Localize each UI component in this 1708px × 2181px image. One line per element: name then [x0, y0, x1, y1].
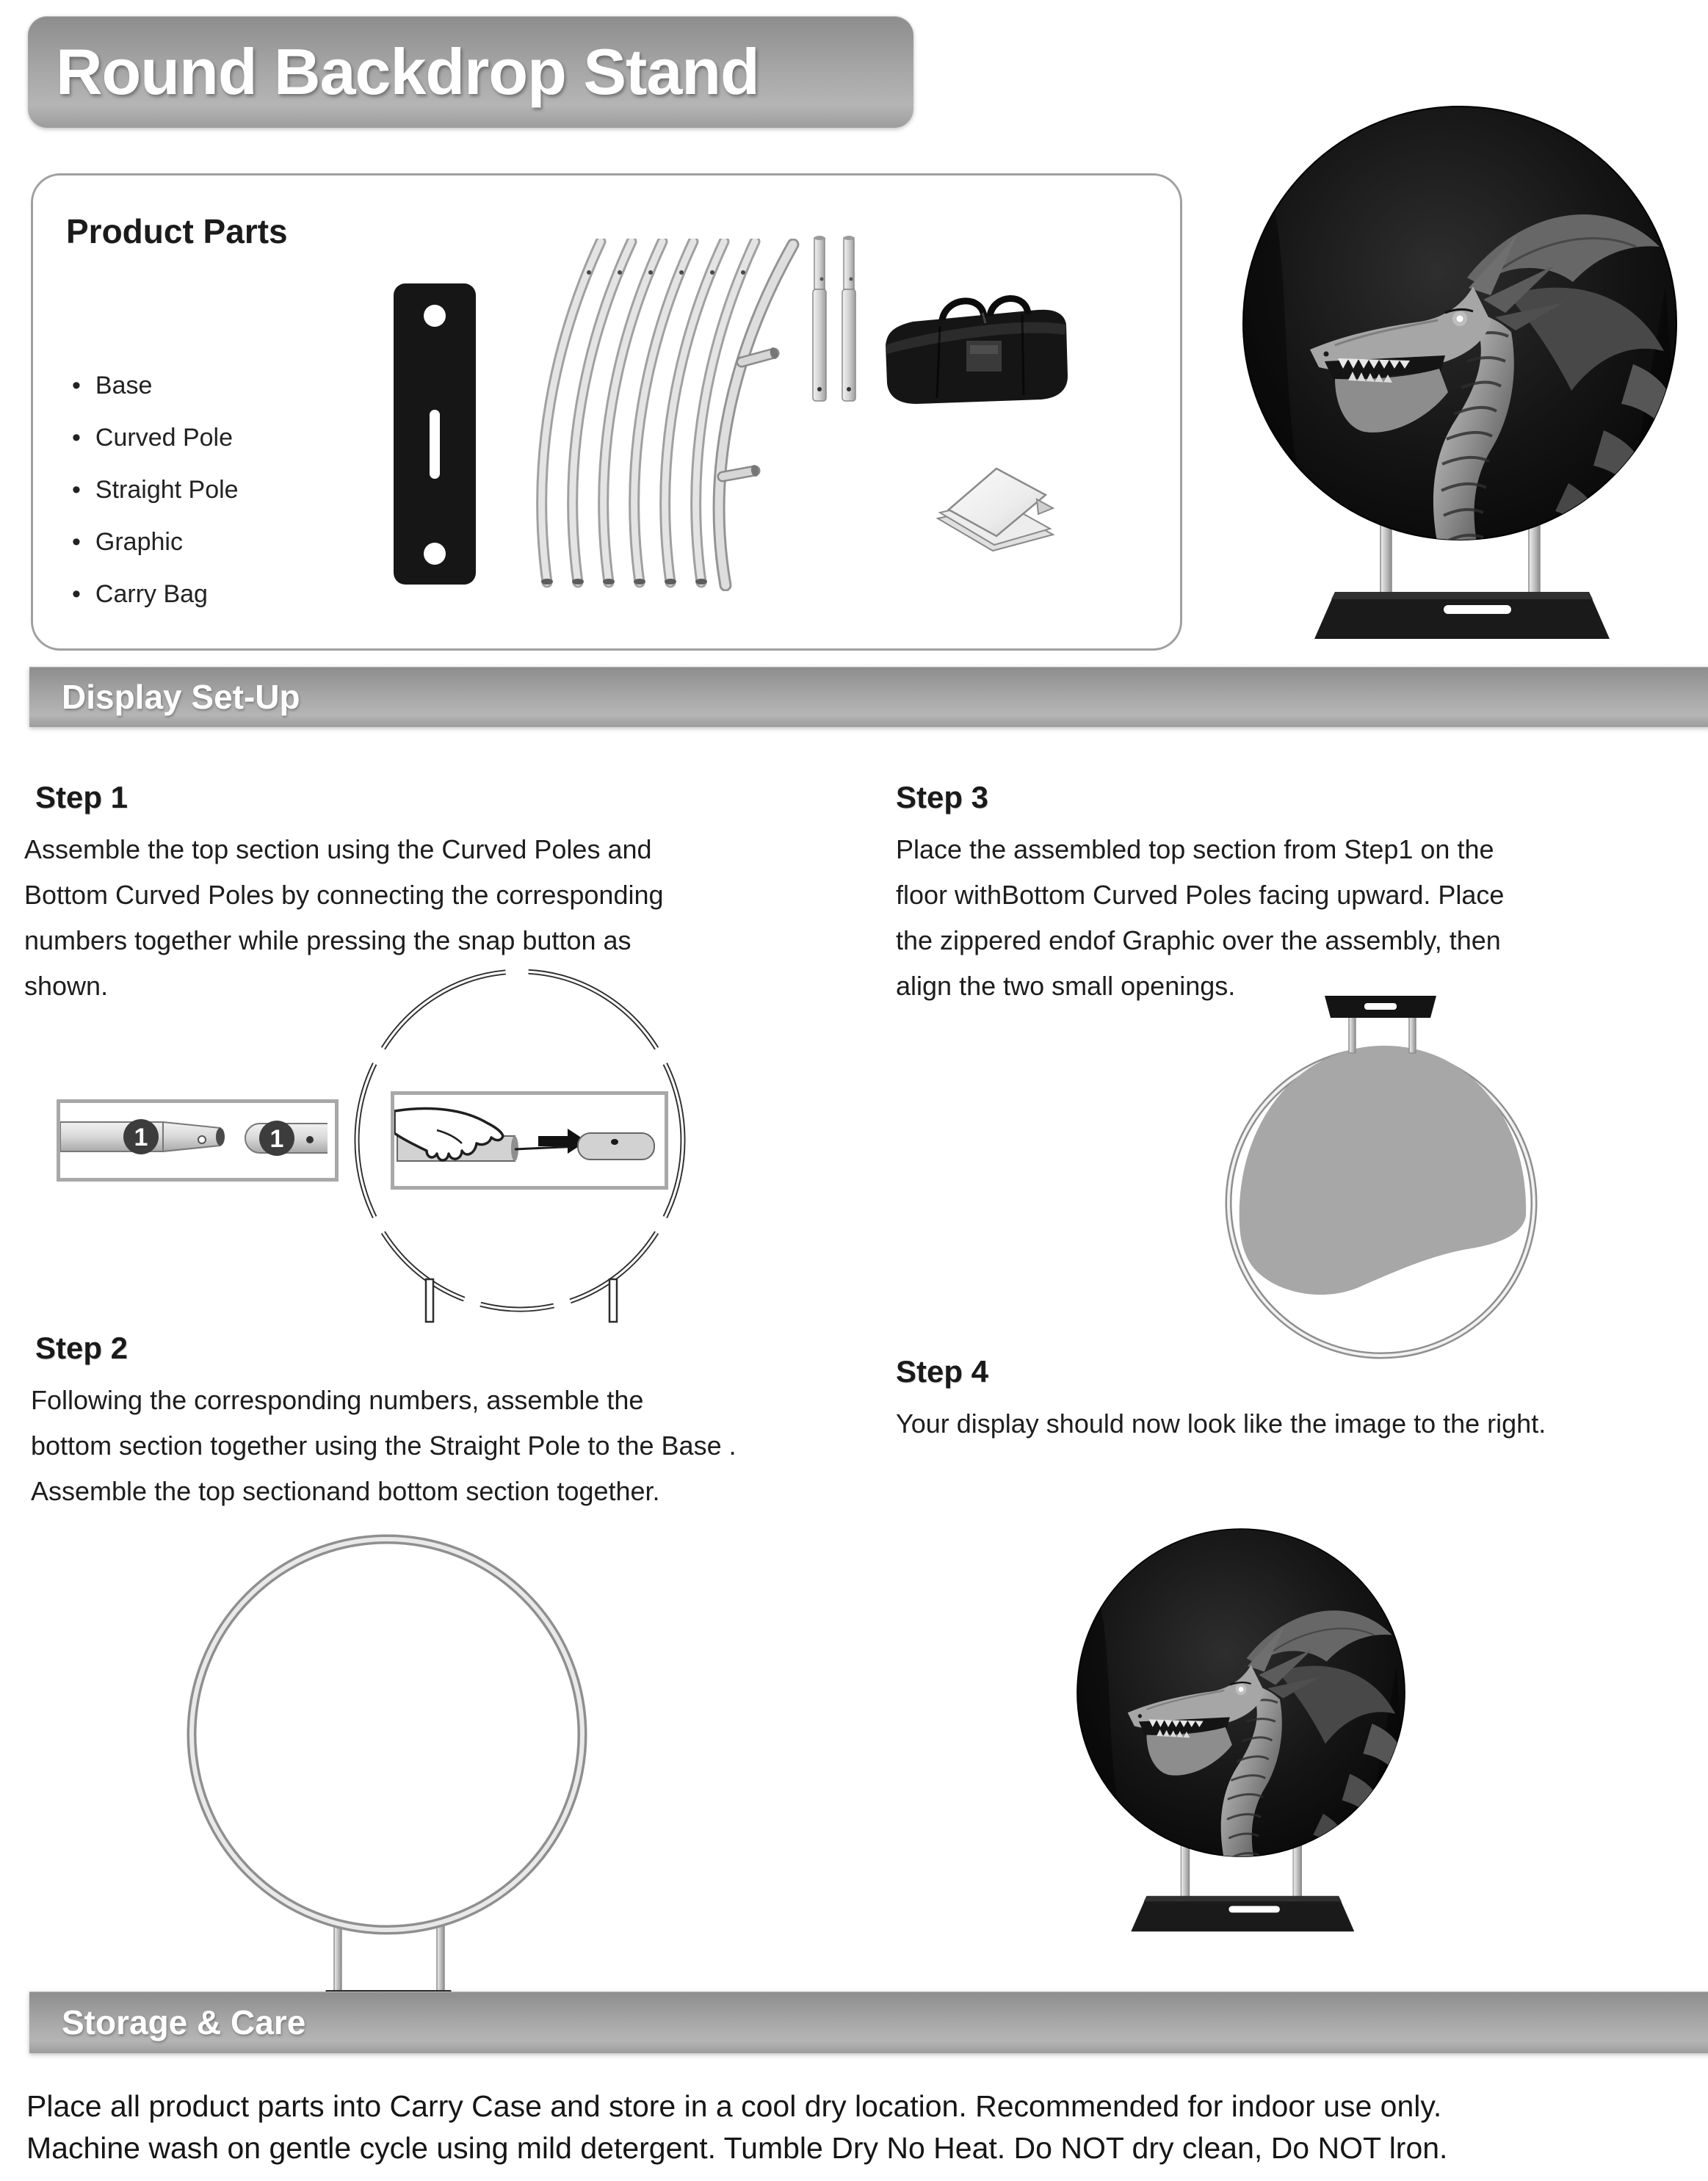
- parts-list: [72, 372, 239, 632]
- stand-leg: [1349, 1012, 1356, 1053]
- step2-text-line: bottom section together using the Straight Pole to the Base .: [31, 1431, 737, 1461]
- snap-hole: [306, 1136, 314, 1143]
- parts-list-item: • Base: [72, 372, 239, 400]
- carry-bag-illustration: [872, 288, 1078, 413]
- step2-text-line: Following the corresponding numbers, assemble the: [31, 1385, 644, 1415]
- snap-press-art: [394, 1095, 657, 1179]
- page-title: Round Backdrop Stand: [56, 35, 759, 108]
- storage-care-banner-title: Storage & Care: [62, 2003, 306, 2041]
- final-display-illustration: [1063, 1526, 1419, 1937]
- assembled-display-illustration: [1225, 103, 1695, 646]
- storage-care-text-line1: Place all product parts into Carry Case and store in a cool dry location. Recommended for indoor use only.: [26, 2089, 1442, 2123]
- step3-text-line: floor withBottom Curved Poles facing upward. Place: [896, 880, 1505, 910]
- step4-heading: Step 4: [896, 1354, 989, 1389]
- step1-text-line: shown.: [24, 971, 109, 1001]
- step1-text-line: Assemble the top section using the Curved Poles and: [24, 834, 652, 864]
- pole-connection-art: [60, 1103, 328, 1171]
- step3-text-line: the zippered endof Graphic over the assembly, then: [896, 925, 1501, 955]
- storage-care-text: [26, 2086, 1704, 2169]
- curved-poles-illustration: [477, 239, 808, 591]
- ring-leg: [426, 1279, 433, 1322]
- step2-heading: Step 2: [35, 1331, 129, 1365]
- parts-list-item: • Curved Pole: [72, 424, 239, 452]
- step1-text-line: Bottom Curved Poles by connecting the corresponding: [24, 880, 664, 910]
- storage-care-text-line2: Machine wash on gentle cycle using mild detergent. Tumble Dry No Heat. Do NOT dry clean, Do NOT lron.: [26, 2131, 1448, 2165]
- step4-text-line: Your display should now look like the image to the right.: [896, 1408, 1546, 1439]
- step3-heading: Step 3: [896, 780, 989, 814]
- step2-text: [31, 1378, 919, 1514]
- display-setup-banner-title: Display Set-Up: [62, 678, 300, 716]
- pole-number-label: 1: [269, 1125, 284, 1153]
- stand-leg: [437, 1923, 444, 1993]
- snap-button-press-diagram: [391, 1091, 668, 1190]
- step1-heading: Step 1: [35, 780, 129, 814]
- page-title-banner: [28, 16, 913, 128]
- parts-list-item: • Graphic: [72, 528, 239, 557]
- step3-text-line: Place the assembled top section from Step1 on the: [896, 834, 1494, 864]
- step2-text-line: Assemble the top sectionand bottom section together.: [31, 1476, 660, 1506]
- snap-button: [198, 1136, 206, 1143]
- snap-hole: [611, 1139, 618, 1145]
- step1-text-line: numbers together while pressing the snap button as: [24, 925, 632, 955]
- stand-leg: [1409, 1012, 1416, 1053]
- assembled-frame-diagram: [185, 1533, 596, 2040]
- pole-connection-diagram: [57, 1099, 339, 1182]
- product-parts-title: Product Parts: [66, 212, 288, 250]
- graphic-folded-illustration: [927, 461, 1059, 554]
- step4-text: [896, 1401, 1708, 1447]
- base-plate-illustration: [388, 281, 482, 589]
- parts-list-item: • Carry Bag: [72, 580, 239, 609]
- graphic-over-frame-diagram: [1213, 996, 1551, 1363]
- pole-number-label: 1: [134, 1124, 148, 1151]
- parts-list-item: • Straight Pole: [72, 476, 239, 504]
- ring-leg: [609, 1279, 617, 1322]
- step3-text-line: align the two small openings.: [896, 971, 1236, 1001]
- straight-poles-illustration: [806, 234, 865, 407]
- display-setup-banner: [29, 667, 1708, 727]
- storage-care-banner: [29, 1992, 1708, 2053]
- stand-leg: [334, 1923, 341, 1993]
- step3-text: [896, 827, 1704, 1009]
